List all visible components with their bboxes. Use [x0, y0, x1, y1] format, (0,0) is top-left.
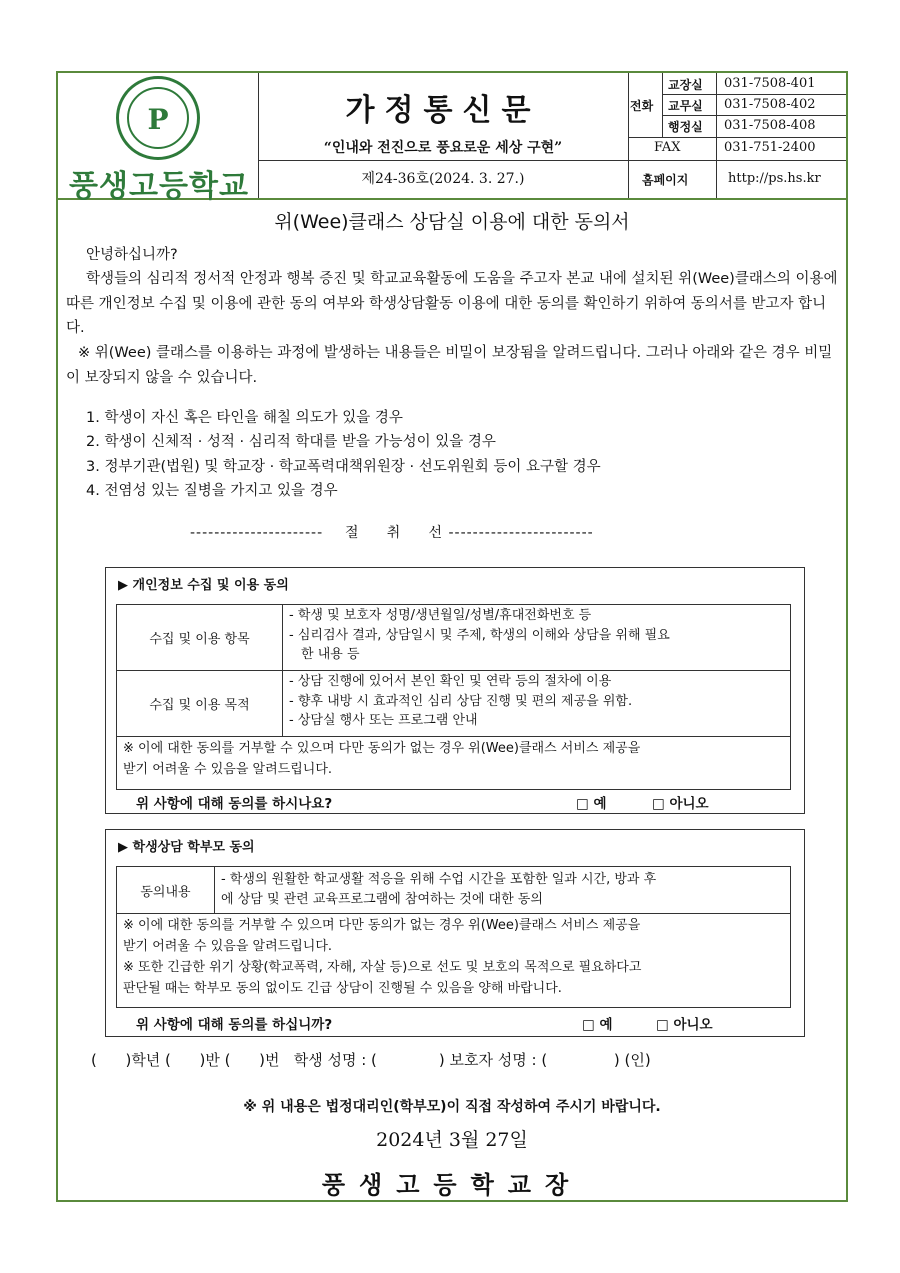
- document-title: 위(Wee)클래스 상담실 이용에 대한 동의서: [274, 211, 630, 233]
- row-text: - 학생의 원활한 학교생활 적응을 위해 수업 시간을 포함한 일과 시간, 방과 후: [221, 872, 657, 887]
- row-label: 수집 및 이용 목적: [117, 671, 283, 736]
- exception-item: 4. 전염성 있는 질병을 가지고 있을 경우: [86, 483, 338, 499]
- parent-consent-table: [116, 866, 791, 1008]
- row-text: - 상담 진행에 있어서 본인 확인 및 연락 등의 절차에 이용: [289, 674, 612, 689]
- fax-value: 031-751-2400: [724, 140, 816, 155]
- note-text: 판단될 때는 학부모 동의 없이도 긴급 상담이 진행될 수 있음을 양해 바랍니다.: [123, 981, 562, 996]
- footer-note: ※ 위 내용은 법정대리인(학부모)이 직접 작성하여 주시기 바랍니다.: [243, 1099, 661, 1115]
- note-text: ※ 또한 긴급한 위기 상황(학교폭력, 자해, 자살 등)으로 선도 및 보호의 목적으로 필요하다고: [123, 960, 642, 975]
- homepage-label: 홈페이지: [642, 173, 689, 187]
- contact-value: 031-7508-402: [724, 97, 816, 112]
- row-text: - 학생 및 보호자 성명/생년월일/성별/휴대전화번호 등: [289, 608, 592, 623]
- school-motto: “인내와 전진으로 풍요로운 세상 구현”: [323, 140, 563, 156]
- signature-line[interactable]: ( )학년 ( )반 ( )번 학생 성명 : ( ) 보호자 성명 : ( ) (인): [91, 1051, 651, 1069]
- contact-label: 교장실: [668, 78, 703, 92]
- contact-value: 031-7508-401: [724, 76, 816, 91]
- row-text: - 심리검사 결과, 상담일시 및 주제, 학생의 이해와 상담을 위해 필요: [289, 627, 670, 643]
- phone-label: 전화: [630, 99, 654, 113]
- section-heading: ▶ 개인정보 수집 및 이용 동의: [118, 578, 289, 593]
- contact-table: [628, 73, 846, 198]
- logo-cell: [58, 73, 259, 204]
- privacy-no-checkbox[interactable]: □ 아니오: [652, 796, 709, 812]
- privacy-table: [116, 604, 791, 790]
- principal-name: 풍생고등학교장: [321, 1170, 583, 1199]
- privacy-yes-checkbox[interactable]: □ 예: [576, 796, 607, 812]
- row-text: - 향후 내방 시 효과적인 심리 상담 진행 및 편의 제공을 위함.: [289, 693, 633, 709]
- row-text: 한 내용 등: [301, 647, 360, 662]
- contact-label: 교무실: [668, 99, 703, 113]
- parent-consent-box: [105, 829, 805, 1037]
- school-name: 풍생고등학교: [69, 169, 249, 204]
- contact-label: 행정실: [668, 120, 703, 134]
- row-label: 동의내용: [117, 867, 215, 913]
- row-text: 에 상담 및 관련 교육프로그램에 참여하는 것에 대한 동의: [221, 891, 543, 907]
- note-text: ※ 이에 대한 동의를 거부할 수 있으며 다만 동의가 없는 경우 위(Wee)클래스 서비스 제공을: [123, 741, 641, 756]
- exception-item: 2. 학생이 신체적 · 성적 · 심리적 학대를 받을 가능성이 있을 경우: [86, 434, 496, 450]
- document-page: [56, 71, 848, 1202]
- contact-value: 031-7508-408: [724, 118, 816, 133]
- cut-line: ---------------------- 절 취 선 ------------------------: [190, 525, 594, 541]
- row-text: - 상담실 행사 또는 프로그램 안내: [289, 713, 478, 728]
- row-label: 수집 및 이용 항목: [117, 605, 283, 670]
- note-text: ※ 이에 대한 동의를 거부할 수 있으며 다만 동의가 없는 경우 위(Wee)클래스 서비스 제공을: [123, 918, 641, 933]
- title-cell: [258, 73, 629, 161]
- fax-label: FAX: [654, 140, 681, 155]
- page-title: 가정통신문: [345, 93, 541, 128]
- exception-item: 1. 학생이 자신 혹은 타인을 해칠 의도가 있을 경우: [86, 410, 403, 426]
- school-seal-icon: P: [116, 76, 200, 160]
- intro-paragraph: 학생들의 심리적 정서적 안정과 행복 증진 및 학교교육활동에 도움을 주고자 본교 내에 설치된 위(Wee)클래스의 이용에 따른 개인정보 수집 및 이용에 관한 동의 여부와 학생상담활동 이용에 대한 동의를 확인하기 위하여 동의서를 받고자 합니다.: [66, 271, 838, 336]
- homepage-link[interactable]: http://ps.hs.kr: [728, 171, 821, 186]
- consent-question: 위 사항에 대해 동의를 하시나요?: [136, 796, 333, 812]
- exception-item: 3. 정부기관(법원) 및 학교장 · 학교폭력대책위원장 · 선도위원회 등이 요구할 경우: [86, 459, 601, 475]
- letter-header: [58, 73, 846, 204]
- confidentiality-notice: ※ 위(Wee) 클래스를 이용하는 과정에 발생하는 내용들은 비밀이 보장됨을 알려드립니다. 그러나 아래와 같은 경우 비밀이 보장되지 않을 수 있습니다.: [66, 345, 833, 386]
- note-text: 받기 어려울 수 있음을 알려드립니다.: [123, 762, 333, 777]
- parent-no-checkbox[interactable]: □ 아니오: [656, 1017, 713, 1033]
- issue-date: 2024년 3월 27일: [376, 1129, 528, 1151]
- issue-number: 제24-36호(2024. 3. 27.): [258, 160, 629, 198]
- privacy-consent-box: [105, 567, 805, 814]
- note-text: 받기 어려울 수 있음을 알려드립니다.: [123, 939, 333, 954]
- section-heading: ▶ 학생상담 학부모 동의: [118, 840, 255, 855]
- consent-question: 위 사항에 대해 동의를 하십니까?: [136, 1017, 333, 1033]
- greeting: 안녕하십니까?: [86, 247, 178, 263]
- parent-yes-checkbox[interactable]: □ 예: [582, 1017, 613, 1033]
